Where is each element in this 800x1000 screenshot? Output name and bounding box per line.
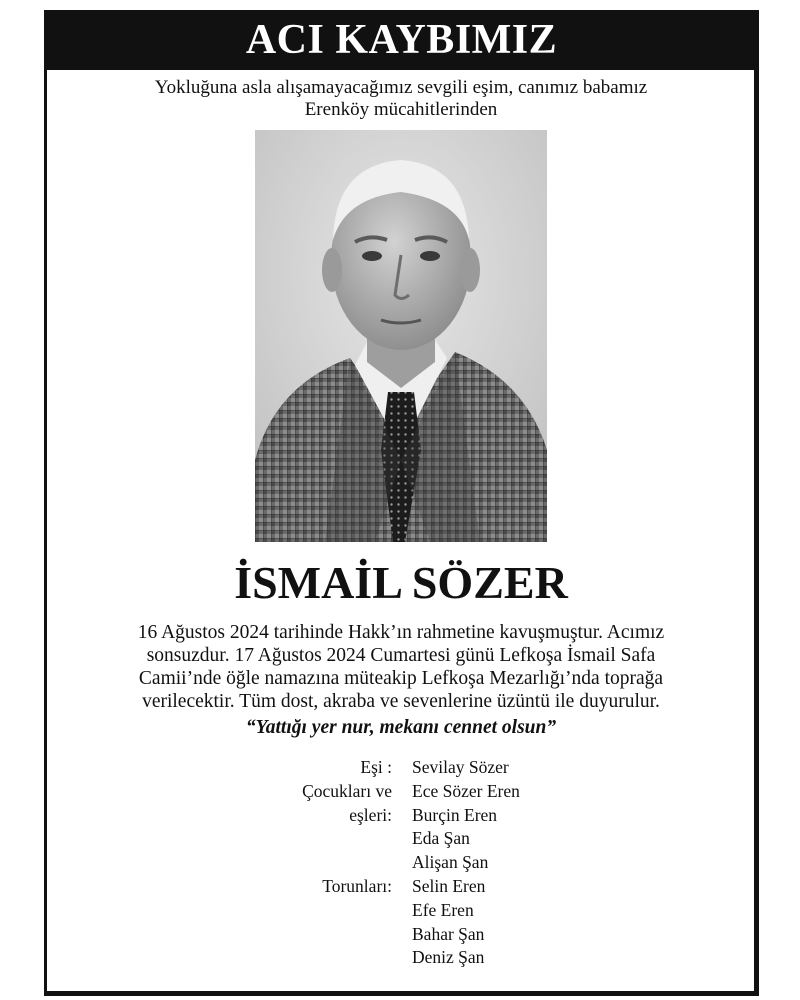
intro-line: Erenköy mücahitlerinden <box>304 99 498 120</box>
announcement-line: 16 Ağustos 2024 tarihinde Hakk’ın rahmetine kavuşmuştur. Acımız <box>137 622 665 643</box>
announcement-line: Camii’nde öğle namazına müteakip Lefkoşa Mezarlığı’nda toprağa <box>138 668 664 689</box>
family-names <box>412 756 520 970</box>
children-label-line: Çocukları ve <box>302 781 392 801</box>
family-member-name: Deniz Şan <box>412 947 485 968</box>
announcement-text <box>90 621 712 713</box>
portrait-photo <box>255 130 547 542</box>
deceased-name: İSMAİL SÖZER <box>234 557 568 608</box>
family-member-name: Ece Sözer Eren <box>412 780 520 801</box>
family-list <box>0 753 800 983</box>
family-member-name: Selin Eren <box>412 875 486 896</box>
spouse-label: Eşi : <box>360 757 392 777</box>
children-label <box>302 780 392 828</box>
family-member-name: Eda Şan <box>412 828 470 849</box>
family-member-name: Efe Eren <box>412 899 474 920</box>
intro-text <box>48 77 754 121</box>
family-member-name: Bahar Şan <box>412 923 485 944</box>
prayer-quote: “Yattığı yer nur, mekanı cennet olsun” <box>245 717 557 738</box>
intro-line: Yokluğuna asla alışamayacağımız sevgili eşim, canımız babamız <box>154 77 648 98</box>
announcement-line: sonsuzdur. 17 Ağustos 2024 Cumartesi günü Lefkoşa İsmail Safa <box>146 645 656 666</box>
family-member-name: Burçin Eren <box>412 804 498 825</box>
banner-title: ACI KAYBIMIZ <box>44 10 759 70</box>
grandchildren-label: Torunları: <box>322 876 392 896</box>
family-member-name: Sevilay Sözer <box>412 757 509 777</box>
children-label-line: eşleri: <box>349 804 392 825</box>
portrait-illustration <box>255 130 547 542</box>
family-member-name: Alişan Şan <box>412 852 489 873</box>
announcement-line: verilecektir. Tüm dost, akraba ve sevenlerine üzüntü ile duyurulur. <box>142 691 660 712</box>
